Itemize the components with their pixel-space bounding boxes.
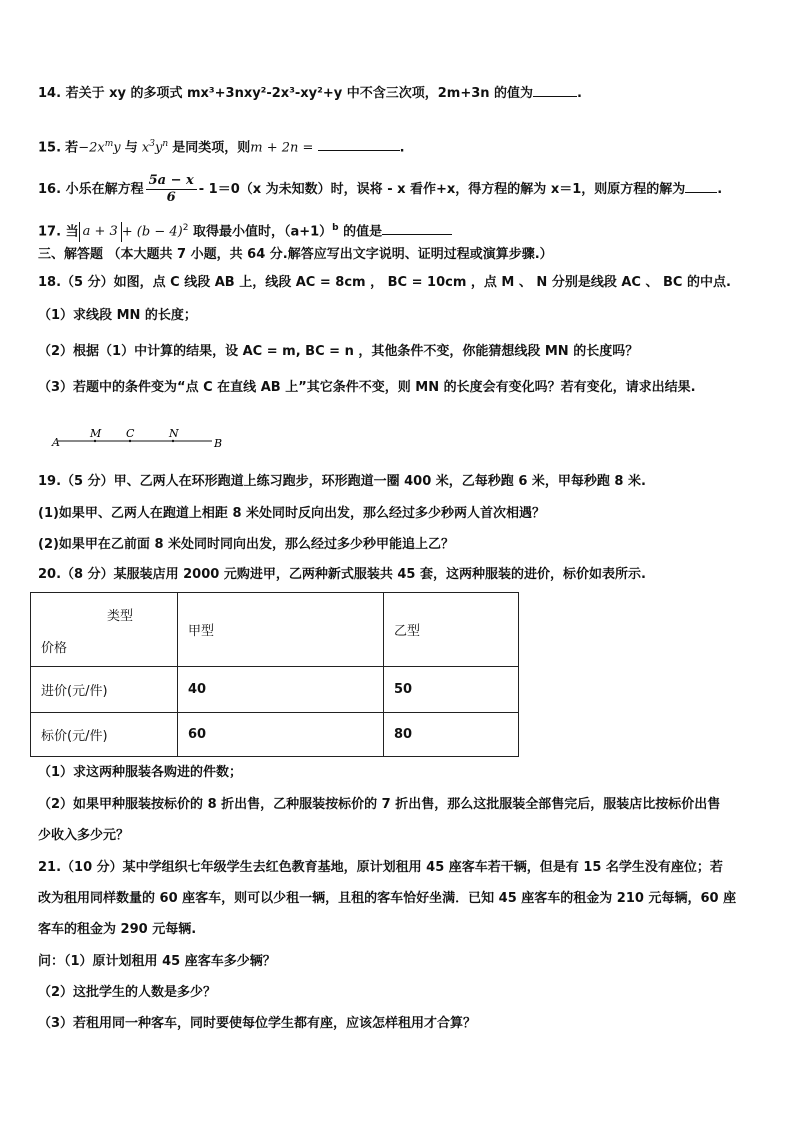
q16-fraction: $\frac{5a - x}{6}$ — [146, 173, 197, 206]
label-c: C — [126, 427, 135, 440]
table-row — [31, 667, 519, 713]
q15-expression: m + 2n = — [250, 140, 314, 156]
q21-stem-line3: 客车的租金为 290 元每辆. — [38, 922, 197, 937]
row-value-a: 60 — [178, 713, 384, 757]
q21-stem-line2: 改为租用同样数量的 60 座客车，则可以少租一辆，且租的客车恰好坐满．已知 45 座客车的租金为 210 元每辆，60 座 — [38, 891, 737, 906]
q18-part-3: （3）若题中的条件变为“点 C 在直线 AB 上”其它条件不变，则 MN 的长度会有变化吗？若有变化，请求出结果. — [38, 380, 696, 395]
q21-stem-line1: 21.（10 分）某中学组织七年级学生去红色教育基地，原计划租用 45 座客车若干辆，但是有 15 名学生没有座位；若 — [38, 860, 723, 875]
row-value-a: 40 — [178, 667, 384, 713]
row-value-b: 80 — [384, 713, 519, 757]
q20-part-2a: （2）如果甲种服装按标价的 8 折出售，乙种服装按标价的 7 折出售，那么这批服装全部售完后，服装店比按标价出售 — [38, 797, 721, 812]
q15-number: 15. — [38, 140, 62, 156]
q18-part-1: （1）求线段 MN 的长度； — [38, 308, 197, 323]
label-m: M — [90, 427, 102, 440]
q14-number: 14. — [38, 86, 62, 101]
corner-top-label: 类型 — [107, 609, 134, 624]
q20-part-1: （1）求这两种服装各购进的件数； — [38, 765, 243, 780]
question-16: 16. 小乐在解方程 $\frac{5a - x}{6}$ - 1＝0（x 为未知数）时，误将 - x 看作+x，得方程的解为 x＝1，则原方程的解为 . — [38, 173, 723, 205]
q19-stem: 19.（5 分）甲、乙两人在环形跑道上练习跑步，环形跑道一圈 400 米，乙每秒跑 6 米，甲每秒跑 8 米. — [38, 474, 646, 489]
corner-bottom-label: 价格 — [41, 641, 68, 656]
label-n: N — [169, 427, 179, 440]
q21-part-2: （2）这批学生的人数是多少？ — [38, 985, 217, 1000]
point-n — [172, 440, 174, 442]
question-17: 17. 当 $a + 3 + (b - 4)^2$ 取得最小值时，$(a+1)^b$ 的值是 — [38, 218, 452, 242]
q21-part-3: （3）若租用同一种客车，同时要使每位学生都有座，应该怎样租用才合算？ — [38, 1016, 477, 1031]
point-c — [129, 440, 131, 442]
q20-stem: 20.（8 分）某服装店用 2000 元购进甲，乙两种新式服装共 45 套，这两种服装的进价，标价如表所示. — [38, 567, 646, 582]
point-m — [94, 440, 96, 442]
q19-part-2: (2)如果甲在乙前面 8 米处同时同向出发，那么经过多少秒甲能追上乙？ — [38, 537, 455, 552]
row-label: 标价(元/件) — [31, 713, 178, 757]
table-header-col1: 甲型 — [178, 593, 384, 667]
q19-part-1: (1)如果甲、乙两人在跑道上相距 8 米处同时反向出发，那么经过多少秒两人首次相遇？ — [38, 506, 546, 521]
row-value-b: 50 — [384, 667, 519, 713]
row-label: 进价(元/件) — [31, 667, 178, 713]
table-corner-cell — [31, 593, 178, 667]
q17-number: 17. — [38, 224, 62, 240]
table-header-col2: 乙型 — [384, 593, 519, 667]
table-row — [31, 713, 519, 757]
q14-text: 若关于 xy 的多项式 mx³+3nxy²-2x³-xy²+y 中不含三次项，2m+3n 的值为 — [65, 86, 534, 101]
q18-stem: 18.（5 分）如图，点 C 线段 AB 上，线段 AC = 8cm ， BC = 10cm ，点 M 、 N 分别是线段 AC 、 BC 的中点. — [38, 275, 731, 290]
q20-part-2b: 少收入多少元？ — [38, 828, 130, 843]
q21-part-1: 问：（1）原计划租用 45 座客车多少辆？ — [38, 954, 276, 969]
q18-part-2: （2）根据（1）中计算的结果，设 AC = m, BC = n ，其他条件不变，你能猜想线段 MN 的长度吗？ — [38, 344, 639, 359]
question-14: 14. 若关于 xy 的多项式 mx³+3nxy²-2x³-xy²+y 中不含三次项，2m+3n 的值为 . — [38, 82, 582, 104]
q16-number: 16. — [38, 182, 62, 197]
question-15: 15. 若$-2x^my$ 与 $x^3y^n$ 是同类项，则m + 2n = . — [38, 134, 405, 158]
label-a: A — [52, 436, 60, 449]
label-b: B — [214, 437, 223, 450]
section-heading: 三、解答题 （本大题共 7 小题，共 64 分.解答应写出文字说明、证明过程或演算步骤.） — [38, 247, 553, 262]
price-table — [30, 592, 519, 757]
